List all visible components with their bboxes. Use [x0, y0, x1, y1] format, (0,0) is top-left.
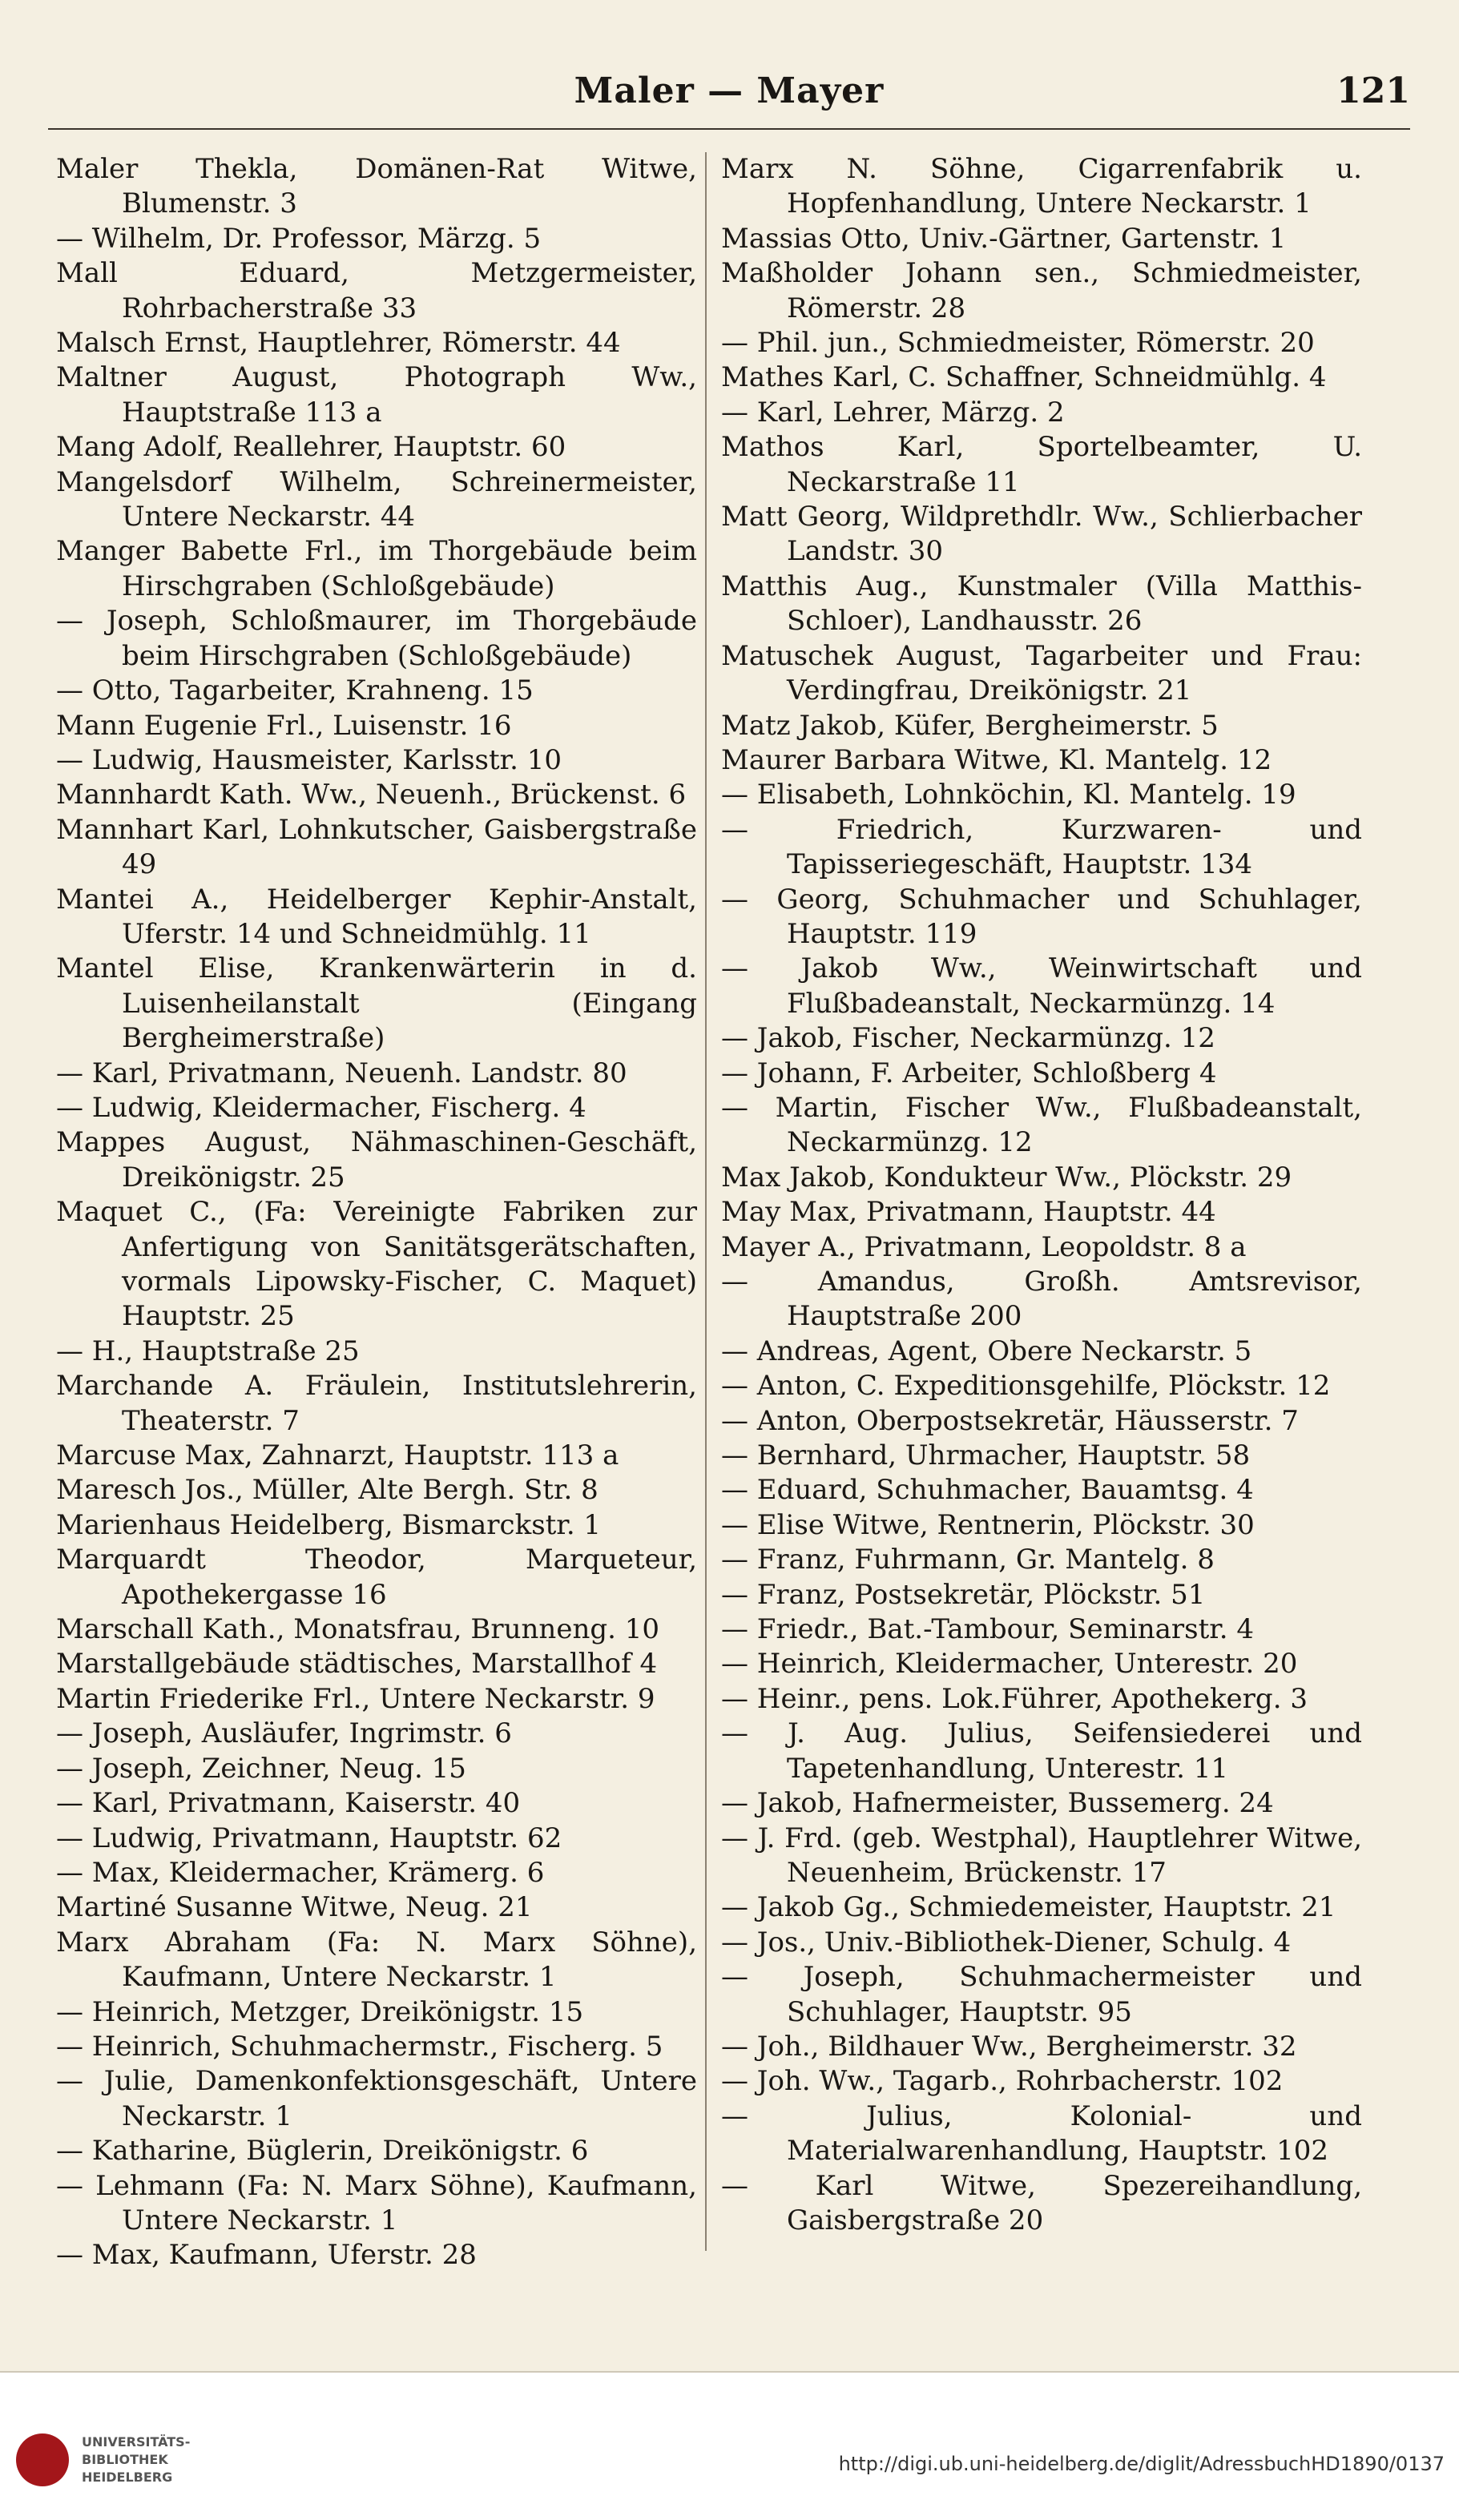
directory-entry: Maresch Jos., Müller, Alte Bergh. Str. 8	[56, 1474, 599, 1507]
directory-entry: Marschall Kath., Monatsfrau, Brunneng. 10	[56, 1613, 659, 1646]
directory-entry: Mannhardt Kath. Ww., Neuenh., Brückenst. 6	[56, 779, 687, 811]
directory-entry: — Elise Witwe, Rentnerin, Plöckstr. 30	[721, 1508, 1255, 1541]
directory-entry: Martiné Susanne Witwe, Neug. 21	[56, 1891, 533, 1924]
directory-entry: Mantei A., Heidelberger Kephir-Anstalt, Uferstr. 14 und Schneidmühlg. 11	[56, 883, 697, 950]
directory-entry: — Joseph, Schloßmaurer, im Thorgebäude beim Hirschgraben (Schloßgebäude)	[56, 605, 697, 672]
source-url[interactable]: http://digi.ub.uni-heidelberg.de/diglit/AdressbuchHD1890/0137	[838, 2453, 1445, 2475]
directory-entry: Matt Georg, Wildprethdlr. Ww., Schlierbacher Landstr. 30	[721, 501, 1362, 568]
directory-entry: Matz Jakob, Küfer, Bergheimerstr. 5	[721, 709, 1219, 742]
directory-entry: — Julie, Damenkonfektionsgeschäft, Untere Neckarstr. 1	[56, 2065, 697, 2132]
directory-entry: — Wilhelm, Dr. Professor, Märzg. 5	[56, 222, 542, 255]
directory-entry: — Friedr., Bat.-Tambour, Seminarstr. 4	[721, 1613, 1254, 1646]
directory-entry: Mathos Karl, Sportelbeamter, U. Neckarstraße 11	[721, 431, 1362, 498]
directory-entry: — Bernhard, Uhrmacher, Hauptstr. 58	[721, 1439, 1251, 1472]
directory-entry: — J. Frd. (geb. Westphal), Hauptlehrer Witwe, Neuenheim, Brückenstr. 17	[721, 1822, 1362, 1889]
directory-entry: Max Jakob, Kondukteur Ww., Plöckstr. 29	[721, 1161, 1292, 1194]
directory-entry: Marx N. Söhne, Cigarrenfabrik u. Hopfenhandlung, Untere Neckarstr. 1	[721, 153, 1362, 220]
directory-entry: Matthis Aug., Kunstmaler (Villa Matthis-Schloer), Landhausstr. 26	[721, 570, 1362, 638]
directory-entry: Mantel Elise, Krankenwärterin in d. Luisenheilanstalt (Eingang Bergheimerstraße)	[56, 952, 697, 1055]
directory-entry: — Max, Kleidermacher, Krämerg. 6	[56, 1856, 545, 1889]
directory-entry: — Friedrich, Kurzwaren- und Tapisseriegeschäft, Hauptstr. 134	[721, 813, 1362, 881]
directory-entry: — Joseph, Ausläufer, Ingrimstr. 6	[56, 1717, 512, 1750]
directory-entry: Mangelsdorf Wilhelm, Schreinermeister, Untere Neckarstr. 44	[56, 465, 697, 533]
left-column	[56, 152, 697, 2273]
directory-entry: — Johann, F. Arbeiter, Schloßberg 4	[721, 1057, 1217, 1089]
directory-entry: Marx Abraham (Fa: N. Marx Söhne), Kaufmann, Untere Neckarstr. 1	[56, 1926, 697, 1994]
right-column	[721, 152, 1362, 2238]
directory-entry: — Anton, Oberpostsekretär, Häusserstr. 7	[721, 1404, 1299, 1437]
footer-bar	[0, 2373, 1459, 2520]
page-number: 121	[1336, 70, 1410, 111]
directory-entry: Maltner August, Photograph Ww., Hauptstraße 113 a	[56, 361, 697, 429]
logo-text: UNIVERSITÄTS- BIBLIOTHEK HEIDELBERG	[82, 2434, 191, 2485]
directory-entry: — Heinrich, Metzger, Dreikönigstr. 15	[56, 1995, 584, 2028]
directory-entry: — Jakob Gg., Schmiedemeister, Hauptstr. 21	[721, 1891, 1336, 1924]
directory-entry: Marquardt Theodor, Marqueteur, Apothekergasse 16	[56, 1544, 697, 1611]
directory-entry: — Karl, Privatmann, Neuenh. Landstr. 80	[56, 1057, 627, 1089]
directory-entry: — H., Hauptstraße 25	[56, 1334, 360, 1367]
directory-entry: — Franz, Fuhrmann, Gr. Mantelg. 8	[721, 1544, 1215, 1576]
directory-entry: — Amandus, Großh. Amtsrevisor, Hauptstraße 200	[721, 1266, 1362, 1333]
directory-entry: Maßholder Johann sen., Schmiedmeister, Römerstr. 28	[721, 257, 1362, 324]
library-logo	[16, 2429, 192, 2493]
directory-entry: Maler Thekla, Domänen-Rat Witwe, Blumenstr. 3	[56, 153, 697, 220]
directory-entry: — Heinrich, Schuhmachermstr., Fischerg. 5	[56, 2030, 663, 2063]
directory-entry: — Joh. Ww., Tagarb., Rohrbacherstr. 102	[721, 2065, 1284, 2098]
directory-entry: — Katharine, Büglerin, Dreikönigstr. 6	[56, 2135, 589, 2168]
column-divider	[705, 152, 707, 2251]
directory-entry: — Jakob, Hafnermeister, Bussemerg. 24	[721, 1787, 1274, 1820]
directory-entry: — Heinrich, Kleidermacher, Unterestr. 20	[721, 1648, 1298, 1681]
directory-entry: — Elisabeth, Lohnköchin, Kl. Mantelg. 19	[721, 779, 1296, 811]
directory-entry: — Karl, Privatmann, Kaiserstr. 40	[56, 1787, 521, 1820]
directory-entry: — Franz, Postsekretär, Plöckstr. 51	[721, 1578, 1206, 1611]
directory-entry: — Phil. jun., Schmiedmeister, Römerstr. 20	[721, 327, 1315, 360]
directory-entry: May Max, Privatmann, Hauptstr. 44	[721, 1196, 1216, 1229]
directory-entry: Martin Friederike Frl., Untere Neckarstr. 9	[56, 1682, 655, 1715]
directory-entry: — Jos., Univ.-Bibliothek-Diener, Schulg. 4	[721, 1926, 1292, 1958]
directory-entry: Massias Otto, Univ.-Gärtner, Gartenstr. 1	[721, 222, 1287, 255]
directory-entry: Mannhart Karl, Lohnkutscher, Gaisbergstraße 49	[56, 813, 697, 881]
directory-entry: Mang Adolf, Reallehrer, Hauptstr. 60	[56, 431, 566, 464]
directory-entry: — Heinr., pens. Lok.Führer, Apothekerg. 3	[721, 1682, 1308, 1715]
directory-entry: — Ludwig, Privatmann, Hauptstr. 62	[56, 1822, 562, 1854]
directory-entry: — Jakob Ww., Weinwirtschaft und Flußbadeanstalt, Neckarmünzg. 14	[721, 952, 1362, 1020]
directory-entry: Mann Eugenie Frl., Luisenstr. 16	[56, 709, 512, 742]
directory-entry: — Joh., Bildhauer Ww., Bergheimerstr. 32	[721, 2030, 1297, 2063]
seal-icon	[16, 2433, 69, 2486]
directory-entry: — Anton, C. Expeditionsgehilfe, Plöckstr. 12	[721, 1370, 1331, 1403]
directory-entry: — Karl Witwe, Spezereihandlung, Gaisbergstraße 20	[721, 2169, 1362, 2236]
directory-entry: Mall Eduard, Metzgermeister, Rohrbacherstraße 33	[56, 257, 697, 324]
directory-entry: — Georg, Schuhmacher und Schuhlager, Hauptstr. 119	[721, 883, 1362, 950]
page-header	[48, 70, 1410, 119]
directory-entry: — Karl, Lehrer, Märzg. 2	[721, 396, 1065, 429]
directory-entry: — Martin, Fischer Ww., Flußbadeanstalt, Neckarmünzg. 12	[721, 1091, 1362, 1159]
directory-entry: — Jakob, Fischer, Neckarmünzg. 12	[721, 1022, 1215, 1055]
directory-entry: — Otto, Tagarbeiter, Krahneng. 15	[56, 674, 534, 707]
directory-entry: — Andreas, Agent, Obere Neckarstr. 5	[721, 1334, 1252, 1367]
directory-entry: — Ludwig, Hausmeister, Karlsstr. 10	[56, 743, 562, 776]
directory-entry: Mathes Karl, C. Schaffner, Schneidmühlg. 4	[721, 361, 1327, 394]
header-rule	[48, 128, 1410, 130]
directory-entry: — Ludwig, Kleidermacher, Fischerg. 4	[56, 1091, 586, 1124]
directory-entry: — Max, Kaufmann, Uferstr. 28	[56, 2239, 477, 2272]
directory-entry: — Eduard, Schuhmacher, Bauamtsg. 4	[721, 1474, 1254, 1507]
directory-entry: Matuschek August, Tagarbeiter und Frau: Verdingfrau, Dreikönigstr. 21	[721, 639, 1362, 707]
directory-entry: Malsch Ernst, Hauptlehrer, Römerstr. 44	[56, 327, 621, 360]
directory-entry: — J. Aug. Julius, Seifensiederei und Tapetenhandlung, Unterestr. 11	[721, 1717, 1362, 1785]
directory-entry: Marstallgebäude städtisches, Marstallhof 4	[56, 1648, 658, 1681]
directory-entry: Manger Babette Frl., im Thorgebäude beim Hirschgraben (Schloßgebäude)	[56, 535, 697, 602]
directory-entry: Maquet C., (Fa: Vereinigte Fabriken zur Anfertigung von Sanitätsgerätschaften, vormals Lipowsky-Fischer, C. Maquet) Hauptstr. 25	[56, 1196, 697, 1333]
directory-entry: Marchande A. Fräulein, Institutslehrerin, Theaterstr. 7	[56, 1370, 697, 1437]
running-head: Maler — Mayer	[574, 70, 885, 111]
directory-entry: Mayer A., Privatmann, Leopoldstr. 8 a	[721, 1230, 1247, 1263]
directory-entry: — Lehmann (Fa: N. Marx Söhne), Kaufmann, Untere Neckarstr. 1	[56, 2169, 697, 2236]
directory-entry: — Julius, Kolonial- und Materialwarenhandlung, Hauptstr. 102	[721, 2099, 1362, 2168]
directory-entry: Marienhaus Heidelberg, Bismarckstr. 1	[56, 1508, 602, 1541]
directory-entry: Maurer Barbara Witwe, Kl. Mantelg. 12	[721, 743, 1272, 776]
directory-entry: Mappes August, Nähmaschinen-Geschäft, Dreikönigstr. 25	[56, 1126, 697, 1194]
directory-entry: Marcuse Max, Zahnarzt, Hauptstr. 113 a	[56, 1439, 619, 1472]
directory-entry: — Joseph, Zeichner, Neug. 15	[56, 1752, 466, 1785]
directory-entry: — Joseph, Schuhmachermeister und Schuhlager, Hauptstr. 95	[721, 1961, 1362, 2028]
